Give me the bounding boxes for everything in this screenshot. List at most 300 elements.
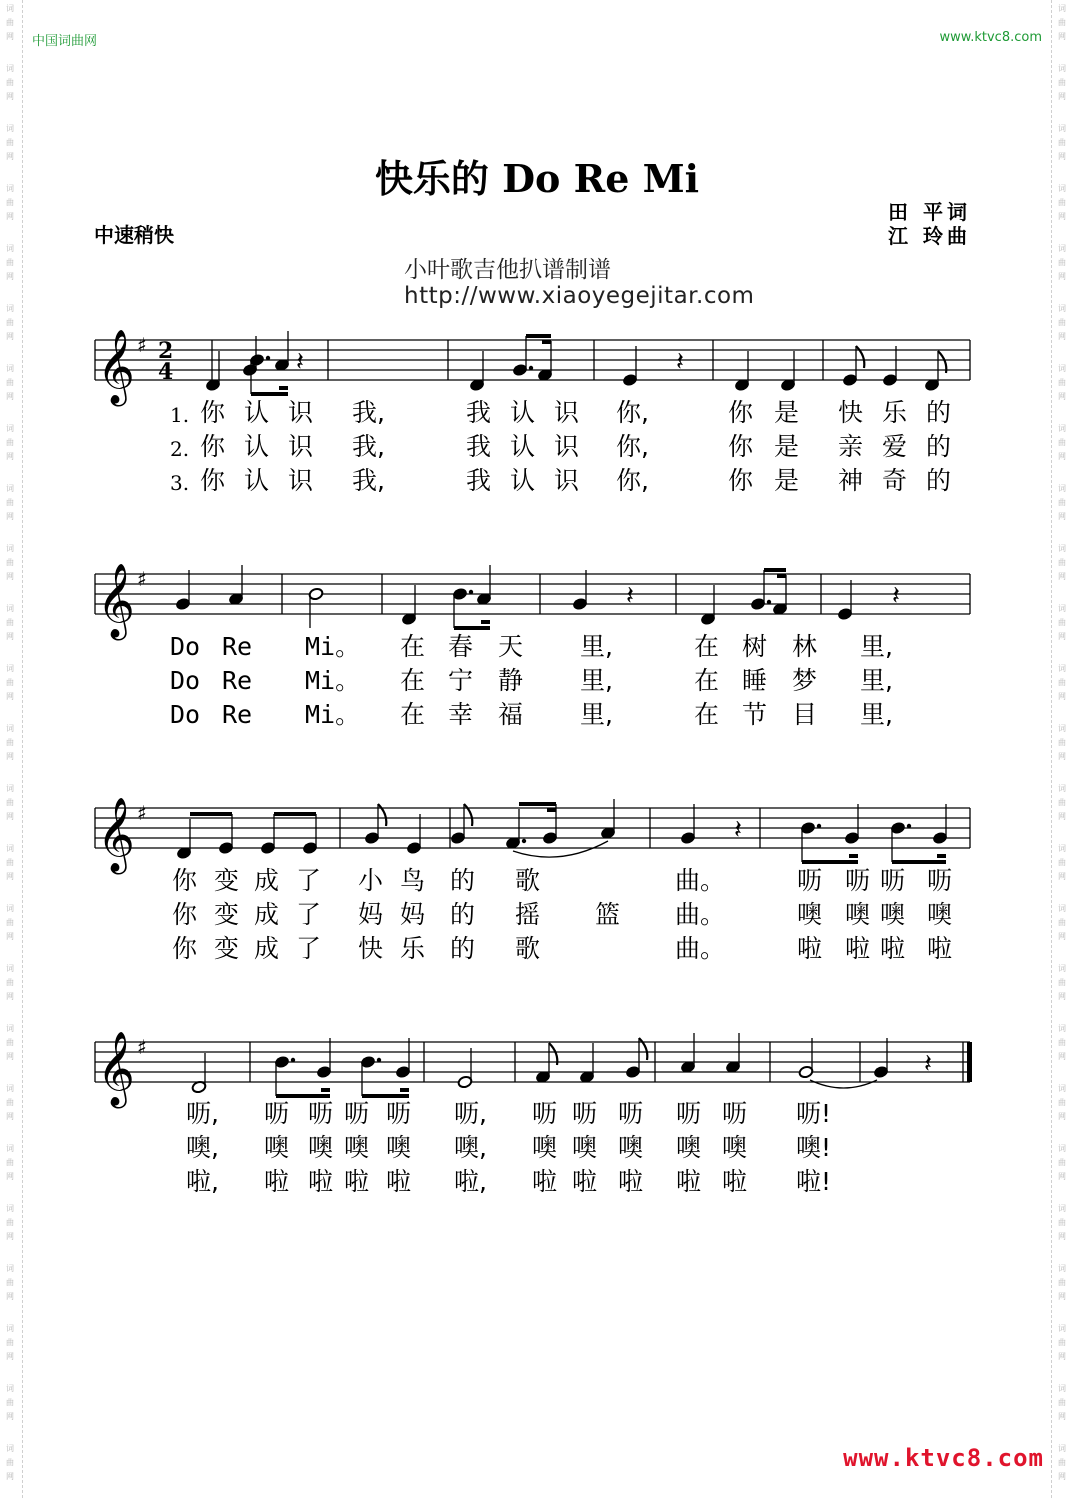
watermark-char: 曲 <box>6 18 14 27</box>
watermark-char: 曲 <box>6 978 14 987</box>
watermark-char: 曲 <box>1058 858 1066 867</box>
augmentation-dot <box>469 590 473 594</box>
watermark-char: 词 <box>6 1144 14 1153</box>
watermark-char: 网 <box>6 992 14 1001</box>
key-sharp-icon: ♯ <box>137 1035 147 1059</box>
quarter-rest-icon: 𝄽 <box>924 1049 932 1079</box>
watermark-char: 曲 <box>6 1338 14 1347</box>
lyric-syllable: 静 <box>498 666 524 695</box>
lyric-syllable: 春 <box>448 632 474 661</box>
augmentation-dot <box>266 356 270 360</box>
lyric-syllable: 我 <box>466 398 492 427</box>
watermark-char: 曲 <box>1058 258 1066 267</box>
lyric-syllable: 在 <box>400 700 426 729</box>
watermark-char: 网 <box>1058 152 1066 161</box>
watermark-char: 曲 <box>1058 318 1066 327</box>
lyric-syllable: 快 <box>838 398 864 427</box>
lyric-syllable: 妈 <box>400 900 426 929</box>
watermark-char: 网 <box>1058 992 1066 1001</box>
watermark-char: 网 <box>6 692 14 701</box>
lyric-syllable: 呖 <box>797 866 823 895</box>
lyric-syllable: 噢 <box>386 1133 412 1162</box>
augmentation-dot <box>767 600 771 604</box>
lyric-syllable: 呖 <box>308 1099 334 1128</box>
augmentation-dot <box>291 1058 295 1062</box>
watermark-char: 曲 <box>1058 1038 1066 1047</box>
watermark-char: 网 <box>1058 1052 1066 1061</box>
lyric-syllable: 啦 <box>618 1167 644 1196</box>
lyric-syllable: 呖 <box>676 1099 702 1128</box>
lyric-syllable: 你 <box>200 466 226 495</box>
lyric-syllable: 我, <box>352 466 385 495</box>
watermark-char: 词 <box>1058 484 1066 493</box>
lyric-syllable: 小 <box>358 866 384 895</box>
watermark-char: 词 <box>1058 244 1066 253</box>
lyric-syllable: 里, <box>580 632 613 661</box>
lyric-syllable: 呖 <box>618 1099 644 1128</box>
lyric-syllable: 宁 <box>448 666 474 695</box>
lyric-syllable: 变 <box>214 934 240 963</box>
watermark-char: 网 <box>6 812 14 821</box>
watermark-char: 曲 <box>1058 798 1066 807</box>
watermark-char: 网 <box>1058 1172 1066 1181</box>
footer-site-logo: www.ktvc8.com <box>843 1444 1044 1472</box>
watermark-char: 网 <box>1058 1232 1066 1241</box>
lyric-syllable: 噢 <box>797 900 823 929</box>
watermark-char: 词 <box>1058 544 1066 553</box>
lyric-syllable: 歌 <box>515 866 541 895</box>
lyric-syllable: 了 <box>296 900 322 929</box>
watermark-char: 曲 <box>1058 558 1066 567</box>
lyric-syllable: 呖 <box>386 1099 412 1128</box>
watermark-char: 词 <box>6 1324 14 1333</box>
watermark-char: 词 <box>6 1264 14 1273</box>
quarter-rest-icon: 𝄽 <box>676 347 684 377</box>
lyric-syllable: 噢, <box>186 1133 219 1162</box>
lyric-syllable: 啦 <box>880 934 906 963</box>
augmentation-dot <box>377 1058 381 1062</box>
watermark-char: 词 <box>6 484 14 493</box>
lyric-syllable: 识 <box>554 466 580 495</box>
watermark-char: 词 <box>6 784 14 793</box>
lyric-syllable: 你 <box>200 432 226 461</box>
augmentation-dot <box>907 824 911 828</box>
watermark-char: 网 <box>1058 1292 1066 1301</box>
watermark-char: 网 <box>6 1472 14 1481</box>
watermark-char: 词 <box>6 1204 14 1213</box>
watermark-char: 曲 <box>6 1218 14 1227</box>
watermark-char: 曲 <box>1058 678 1066 687</box>
watermark-char: 词 <box>1058 124 1066 133</box>
lyric-syllable: 认 <box>510 398 536 427</box>
lyric-syllable: 噢 <box>264 1133 290 1162</box>
lyric-syllable: 识 <box>554 432 580 461</box>
lyric-syllable: 你 <box>172 934 198 963</box>
watermark-char: 曲 <box>1058 918 1066 927</box>
watermark-char: 曲 <box>1058 1218 1066 1227</box>
watermark-char: 词 <box>1058 964 1066 973</box>
lyric-syllable: 在 <box>694 666 720 695</box>
lyric-syllable: 噢 <box>572 1133 598 1162</box>
watermark-char: 网 <box>6 1052 14 1061</box>
lyric-syllable: 噢 <box>722 1133 748 1162</box>
watermark-char: 曲 <box>6 798 14 807</box>
watermark-char: 曲 <box>1058 18 1066 27</box>
lyric-syllable: 里, <box>580 700 613 729</box>
watermark-char: 曲 <box>6 1398 14 1407</box>
lyric-syllable: 呖 <box>845 866 871 895</box>
lyric-syllable: 树 <box>742 632 768 661</box>
lyric-syllable: 摇 <box>515 900 541 929</box>
note-flag <box>378 804 386 826</box>
lyricist-credit: 田 平词 <box>888 200 971 224</box>
watermark-char: 曲 <box>6 258 14 267</box>
watermark-char: 曲 <box>6 438 14 447</box>
watermark-char: 曲 <box>6 1458 14 1467</box>
watermark-char: 网 <box>6 512 14 521</box>
watermark-char: 曲 <box>6 738 14 747</box>
arranger-credit: 小叶歌吉他扒谱制谱 <box>404 257 611 283</box>
watermark-char: 词 <box>6 304 14 313</box>
watermark-char: 网 <box>1058 692 1066 701</box>
lyric-syllable: 噢 <box>308 1133 334 1162</box>
lyric-syllable: 的 <box>450 866 476 895</box>
watermark-char: 词 <box>1058 1324 1066 1333</box>
watermark-char: 网 <box>6 212 14 221</box>
lyric-syllable: 的 <box>926 398 952 427</box>
quarter-rest-icon: 𝄽 <box>296 347 304 377</box>
lyric-syllable: 篮 <box>595 900 621 929</box>
lyric-syllable: 成 <box>254 866 280 895</box>
watermark-char: 网 <box>6 1292 14 1301</box>
final-barline <box>967 1042 972 1082</box>
song-title: 快乐的 Do Re Mi <box>374 156 700 201</box>
key-sharp-icon: ♯ <box>137 567 147 591</box>
watermark-char: 曲 <box>1058 1338 1066 1347</box>
lyric-syllable: 噢 <box>927 900 953 929</box>
watermark-char: 曲 <box>6 318 14 327</box>
lyric-syllable: 乐 <box>400 934 426 963</box>
watermark-char: 词 <box>6 1384 14 1393</box>
watermark-char: 词 <box>1058 1024 1066 1033</box>
lyric-syllable: 变 <box>214 900 240 929</box>
watermark-char: 词 <box>6 1024 14 1033</box>
watermark-char: 网 <box>1058 92 1066 101</box>
lyric-syllable: 识 <box>288 432 314 461</box>
lyric-syllable: 曲。 <box>675 900 726 929</box>
lyric-syllable: 里, <box>580 666 613 695</box>
lyric-syllable: 快 <box>358 934 384 963</box>
watermark-char: 曲 <box>6 558 14 567</box>
watermark-char: 词 <box>6 964 14 973</box>
lyric-syllable: 是 <box>774 466 800 495</box>
watermark-char: 曲 <box>6 618 14 627</box>
watermark-char: 曲 <box>6 1278 14 1287</box>
watermark-char: 词 <box>6 184 14 193</box>
watermark-char: 曲 <box>6 198 14 207</box>
lyric-syllable: 啦 <box>386 1167 412 1196</box>
lyric-syllable: 的 <box>450 900 476 929</box>
verse-number: 2. <box>170 437 190 461</box>
watermark-char: 网 <box>1058 212 1066 221</box>
lyric-syllable: 我, <box>352 432 385 461</box>
watermark-char: 网 <box>6 1112 14 1121</box>
watermark-char: 词 <box>1058 1384 1066 1393</box>
watermark-char: 曲 <box>6 78 14 87</box>
site-name-header: 中国词曲网 <box>32 34 98 49</box>
key-sharp-icon: ♯ <box>137 801 147 825</box>
lyric-syllable: 的 <box>450 934 476 963</box>
lyric-syllable: 啦, <box>186 1167 219 1196</box>
treble-clef-icon: 𝄞 <box>97 330 135 404</box>
lyric-syllable: 奇 <box>882 466 908 495</box>
verse-number: 1. <box>170 403 190 427</box>
tie <box>810 1080 877 1088</box>
lyric-syllable: 爱 <box>882 432 908 461</box>
lyric-syllable: 我, <box>352 398 385 427</box>
watermark-char: 词 <box>1058 1204 1066 1213</box>
watermark-char: 网 <box>6 452 14 461</box>
watermark-char: 网 <box>6 272 14 281</box>
lyric-syllable: 认 <box>244 466 270 495</box>
watermark-char: 曲 <box>6 1158 14 1167</box>
watermark-char: 曲 <box>1058 78 1066 87</box>
lyric-syllable: Re <box>222 700 253 729</box>
watermark-char: 网 <box>1058 272 1066 281</box>
lyric-syllable: 认 <box>510 432 536 461</box>
lyric-syllable: Do <box>170 632 201 661</box>
lyric-syllable: Re <box>222 632 253 661</box>
watermark-char: 词 <box>1058 1264 1066 1273</box>
lyric-syllable: 目 <box>792 700 818 729</box>
watermark-char: 词 <box>6 1444 14 1453</box>
watermark-char: 网 <box>6 1412 14 1421</box>
watermark-char: 网 <box>6 92 14 101</box>
watermark-char: 网 <box>1058 1412 1066 1421</box>
watermark-char: 词 <box>6 604 14 613</box>
watermark-char: 词 <box>6 424 14 433</box>
treble-clef-icon: 𝄞 <box>97 1032 135 1106</box>
lyric-syllable: 我 <box>466 466 492 495</box>
tempo-marking: 中速稍快 <box>94 223 174 247</box>
watermark-char: 词 <box>1058 1444 1066 1453</box>
lyric-syllable: 啦 <box>264 1167 290 1196</box>
watermark-char: 网 <box>1058 932 1066 941</box>
lyric-syllable: 呖 <box>927 866 953 895</box>
watermark-char: 词 <box>1058 1084 1066 1093</box>
lyric-syllable: 噢 <box>880 900 906 929</box>
lyric-syllable: 里, <box>860 700 893 729</box>
watermark-char: 网 <box>6 752 14 761</box>
lyric-syllable: 啦 <box>572 1167 598 1196</box>
lyric-syllable: 的 <box>926 466 952 495</box>
lyric-syllable: 成 <box>254 900 280 929</box>
watermark-char: 网 <box>6 152 14 161</box>
watermark-char: 网 <box>6 1352 14 1361</box>
watermark-char: 曲 <box>6 138 14 147</box>
watermark-char: 网 <box>1058 1112 1066 1121</box>
watermark-char: 曲 <box>1058 438 1066 447</box>
watermark-char: 词 <box>1058 4 1066 13</box>
watermark-char: 曲 <box>1058 618 1066 627</box>
watermark-char: 词 <box>6 364 14 373</box>
lyric-syllable: 啦 <box>308 1167 334 1196</box>
lyric-syllable: 啦 <box>927 934 953 963</box>
lyric-syllable: 你 <box>728 398 754 427</box>
lyric-syllable: 曲。 <box>675 934 726 963</box>
watermark-char: 词 <box>6 904 14 913</box>
lyric-syllable: 的 <box>926 432 952 461</box>
augmentation-dot <box>817 824 821 828</box>
lyric-syllable: 是 <box>774 432 800 461</box>
lyric-syllable: 在 <box>694 700 720 729</box>
watermark-char: 词 <box>1058 784 1066 793</box>
watermark-char: 网 <box>6 332 14 341</box>
lyric-syllable: 你 <box>728 432 754 461</box>
lyric-syllable: 你, <box>616 432 649 461</box>
lyric-syllable: 成 <box>254 934 280 963</box>
lyric-syllable: 认 <box>510 466 536 495</box>
lyric-syllable: Mi。 <box>305 666 361 695</box>
lyric-syllable: 呖 <box>344 1099 370 1128</box>
key-sharp-icon: ♯ <box>137 333 147 357</box>
lyric-syllable: 啦 <box>344 1167 370 1196</box>
lyric-syllable: 呖, <box>454 1099 487 1128</box>
lyric-syllable: 歌 <box>515 934 541 963</box>
lyric-syllable: Re <box>222 666 253 695</box>
lyric-syllable: 呖, <box>186 1099 219 1128</box>
lyric-syllable: 节 <box>742 700 768 729</box>
watermark-char: 词 <box>1058 904 1066 913</box>
watermark-char: 网 <box>1058 632 1066 641</box>
quarter-rest-icon: 𝄽 <box>734 815 742 845</box>
lyric-syllable: 了 <box>296 866 322 895</box>
quarter-rest-icon: 𝄽 <box>626 581 634 611</box>
lyric-syllable: 啦 <box>532 1167 558 1196</box>
watermark-char: 曲 <box>1058 378 1066 387</box>
watermark-char: 网 <box>6 632 14 641</box>
lyric-syllable: 认 <box>244 432 270 461</box>
lyric-syllable: 认 <box>244 398 270 427</box>
watermark-char: 词 <box>6 724 14 733</box>
quarter-rest-icon: 𝄽 <box>892 581 900 611</box>
lyric-syllable: 呖 <box>722 1099 748 1128</box>
watermark-char: 网 <box>1058 1352 1066 1361</box>
lyric-syllable: 你 <box>728 466 754 495</box>
watermark-char: 词 <box>6 1084 14 1093</box>
lyric-syllable: Do <box>170 700 201 729</box>
lyric-syllable: 啦, <box>454 1167 487 1196</box>
watermark-char: 曲 <box>1058 138 1066 147</box>
watermark-char: 曲 <box>1058 1158 1066 1167</box>
watermark-char: 词 <box>1058 604 1066 613</box>
slur <box>513 841 608 857</box>
watermark-char: 词 <box>6 844 14 853</box>
treble-clef-icon: 𝄞 <box>97 798 135 872</box>
lyric-syllable: 噢 <box>845 900 871 929</box>
watermark-char: 网 <box>6 572 14 581</box>
time-signature-bottom: 4 <box>158 359 174 385</box>
lyric-syllable: 识 <box>288 466 314 495</box>
lyric-syllable: 噢 <box>618 1133 644 1162</box>
watermark-char: 网 <box>1058 1472 1066 1481</box>
watermark-char: 词 <box>1058 424 1066 433</box>
lyric-syllable: 啦! <box>796 1167 832 1196</box>
lyric-syllable: 妈 <box>358 900 384 929</box>
arranger-url: http://www.xiaoyegejitar.com <box>404 283 755 309</box>
lyric-syllable: 噢 <box>532 1133 558 1162</box>
verse-number: 3. <box>170 471 190 495</box>
lyric-syllable: 你, <box>616 398 649 427</box>
lyric-syllable: 里, <box>860 632 893 661</box>
watermark-char: 网 <box>1058 452 1066 461</box>
lyric-syllable: 啦 <box>797 934 823 963</box>
watermark-char: 网 <box>6 872 14 881</box>
lyric-syllable: 在 <box>400 666 426 695</box>
lyric-syllable: 鸟 <box>400 866 426 895</box>
watermark-char: 曲 <box>6 1038 14 1047</box>
watermark-char: 网 <box>1058 392 1066 401</box>
watermark-char: 网 <box>1058 332 1066 341</box>
site-url-header: www.ktvc8.com <box>939 30 1042 45</box>
composer-credit: 江 玲曲 <box>888 224 971 248</box>
lyric-syllable: 你, <box>616 466 649 495</box>
watermark-char: 曲 <box>6 1098 14 1107</box>
watermark-char: 词 <box>1058 1144 1066 1153</box>
watermark-char: 曲 <box>6 378 14 387</box>
lyric-syllable: 你 <box>172 866 198 895</box>
lyric-syllable: 呖 <box>532 1099 558 1128</box>
augmentation-dot <box>522 839 526 843</box>
lyric-syllable: 噢, <box>454 1133 487 1162</box>
treble-clef-icon: 𝄞 <box>97 564 135 638</box>
lyric-syllable: 啦 <box>845 934 871 963</box>
lyric-syllable: 林 <box>792 632 818 661</box>
watermark-char: 网 <box>1058 812 1066 821</box>
lyric-syllable: Do <box>170 666 201 695</box>
lyric-syllable: 你 <box>200 398 226 427</box>
lyric-syllable: 亲 <box>838 432 864 461</box>
note-flag <box>856 346 864 368</box>
lyric-syllable: 了 <box>296 934 322 963</box>
watermark-char: 曲 <box>1058 1398 1066 1407</box>
watermark-char: 词 <box>1058 364 1066 373</box>
lyric-syllable: 在 <box>694 632 720 661</box>
lyric-syllable: 幸 <box>448 700 474 729</box>
watermark-char: 网 <box>6 392 14 401</box>
lyric-syllable: 啦 <box>676 1167 702 1196</box>
lyric-syllable: 啦 <box>722 1167 748 1196</box>
watermark-char: 词 <box>6 664 14 673</box>
lyric-syllable: 里, <box>860 666 893 695</box>
watermark-char: 曲 <box>1058 1278 1066 1287</box>
watermark-char: 曲 <box>1058 1098 1066 1107</box>
watermark-char: 网 <box>1058 32 1066 41</box>
watermark-char: 词 <box>6 124 14 133</box>
lyric-syllable: 变 <box>214 866 240 895</box>
watermark-char: 曲 <box>6 858 14 867</box>
lyric-syllable: 呖 <box>264 1099 290 1128</box>
watermark-char: 词 <box>1058 664 1066 673</box>
lyric-syllable: 福 <box>498 700 524 729</box>
watermark-char: 词 <box>1058 304 1066 313</box>
watermark-char: 曲 <box>1058 978 1066 987</box>
watermark-char: 词 <box>6 64 14 73</box>
lyric-syllable: 你 <box>172 900 198 929</box>
lyric-syllable: 神 <box>838 466 864 495</box>
lyric-syllable: 呖 <box>880 866 906 895</box>
lyric-syllable: 我 <box>466 432 492 461</box>
